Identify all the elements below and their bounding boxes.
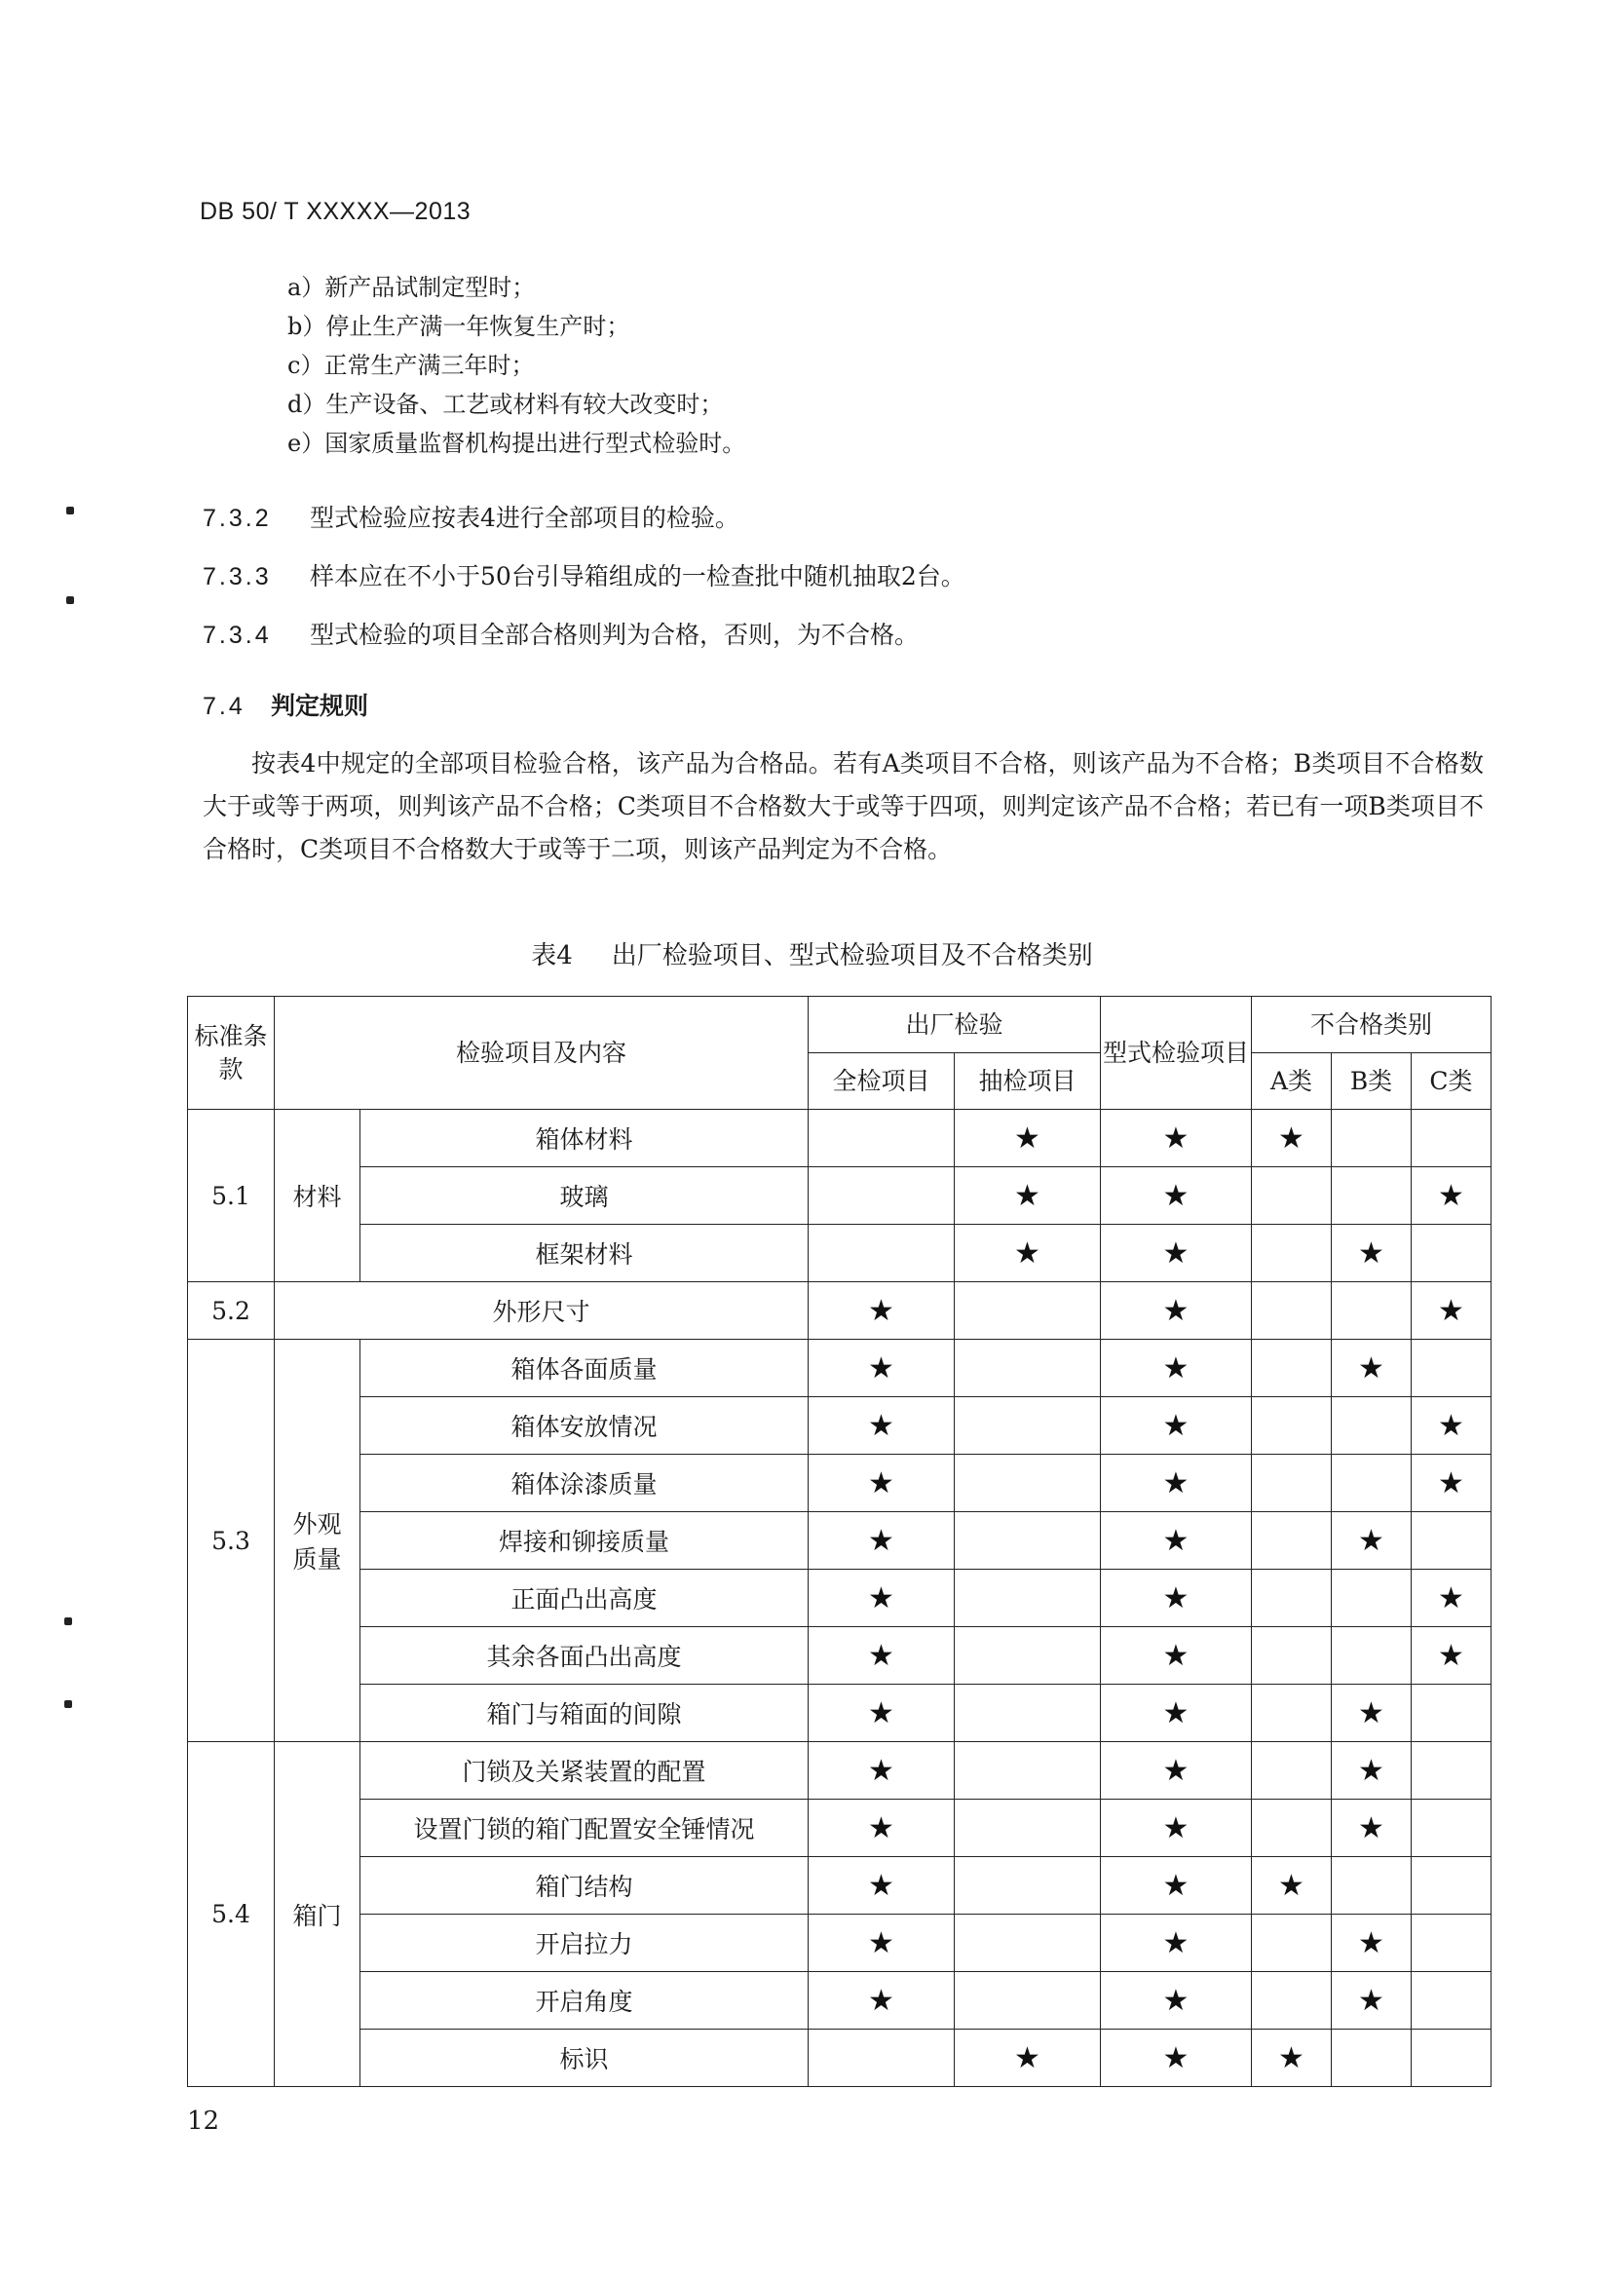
category-a-cell bbox=[1252, 1570, 1332, 1627]
table-row bbox=[188, 1225, 1492, 1282]
sample-inspection-cell bbox=[955, 1110, 1101, 1167]
type-inspection-cell bbox=[1101, 1397, 1252, 1455]
list-item: d）生产设备、工艺或材料有较大改变时； bbox=[287, 391, 724, 418]
category-c-cell bbox=[1412, 1340, 1492, 1397]
category-b-cell bbox=[1332, 1110, 1412, 1167]
star-mark: ★ bbox=[1162, 1350, 1190, 1386]
list-item: a）新产品试制定型时； bbox=[287, 274, 536, 301]
star-mark: ★ bbox=[1358, 1523, 1384, 1558]
category-b-cell bbox=[1332, 1397, 1412, 1455]
scan-mark bbox=[66, 507, 74, 514]
type-inspection-cell bbox=[1101, 1167, 1252, 1225]
star-mark: ★ bbox=[1162, 1121, 1190, 1156]
star-mark: ★ bbox=[868, 1925, 894, 1960]
judgement-rules-paragraph: 按表4中规定的全部项目检验合格，该产品为合格品。若有A类项目不合格，则该产品为不合格；B类项目不合格数大于或等于两项，则判该产品不合格；C类项目不合格数大于或等于四项，则判定该产品不合格；若已有一项B类项目不合格时，C类项目不合格数大于或等于二项，则该产品判定为不合格。 bbox=[203, 749, 1484, 863]
item-cell: 其余各面凸出高度 bbox=[360, 1627, 809, 1685]
header-full-inspection: 全检项目 bbox=[809, 1053, 955, 1110]
item-cell: 焊接和铆接质量 bbox=[360, 1512, 809, 1570]
star-mark: ★ bbox=[1162, 1178, 1190, 1213]
item-cell: 标识 bbox=[360, 2030, 809, 2087]
category-b-cell bbox=[1332, 1512, 1412, 1570]
clause-cell: 5.3 bbox=[188, 1340, 275, 1742]
star-mark: ★ bbox=[868, 1580, 894, 1615]
header-category-b: B类 bbox=[1332, 1053, 1412, 1110]
clause-cell: 5.4 bbox=[188, 1742, 275, 2087]
star-mark: ★ bbox=[1358, 1810, 1384, 1845]
table-row bbox=[188, 1455, 1492, 1512]
item-cell: 箱体涂漆质量 bbox=[360, 1455, 809, 1512]
clause-number: 7.3.2 bbox=[203, 505, 272, 532]
star-mark: ★ bbox=[868, 1868, 894, 1903]
star-mark: ★ bbox=[868, 1408, 894, 1443]
category-a-cell bbox=[1252, 1340, 1332, 1397]
category-c-cell bbox=[1412, 1512, 1492, 1570]
list-item: e）国家质量监督机构提出进行型式检验时。 bbox=[287, 430, 746, 457]
star-mark: ★ bbox=[1358, 1983, 1384, 2018]
inspection-table bbox=[187, 996, 1492, 2087]
clause-number: 7.3.3 bbox=[203, 563, 272, 590]
table-row bbox=[188, 1972, 1492, 2030]
section-number: 7.4 bbox=[203, 693, 245, 720]
star-mark: ★ bbox=[1162, 2040, 1190, 2075]
item-cell: 开启拉力 bbox=[360, 1915, 809, 1972]
section-heading bbox=[203, 687, 368, 722]
full-inspection-cell bbox=[809, 1397, 955, 1455]
item-cell: 玻璃 bbox=[360, 1167, 809, 1225]
star-mark: ★ bbox=[1438, 1465, 1464, 1500]
category-a-cell bbox=[1252, 1512, 1332, 1570]
sample-inspection-cell bbox=[955, 1167, 1101, 1225]
page-number: 12 bbox=[187, 2107, 220, 2136]
category-b-cell bbox=[1332, 2030, 1412, 2087]
clause-cell: 5.1 bbox=[188, 1110, 275, 1282]
item-cell: 箱门结构 bbox=[360, 1857, 809, 1915]
star-mark: ★ bbox=[868, 1465, 894, 1500]
sample-inspection-cell bbox=[955, 1282, 1101, 1340]
star-mark: ★ bbox=[1438, 1580, 1464, 1615]
category-b-cell bbox=[1332, 1742, 1412, 1800]
item-cell: 开启角度 bbox=[360, 1972, 809, 2030]
sample-inspection-cell bbox=[955, 1857, 1101, 1915]
type-inspection-cell bbox=[1101, 1627, 1252, 1685]
type-inspection-cell bbox=[1101, 1742, 1252, 1800]
full-inspection-cell bbox=[809, 1455, 955, 1512]
category-a-cell bbox=[1252, 1857, 1332, 1915]
clause-text: 型式检验的项目全部合格则判为合格，否则，为不合格。 bbox=[310, 621, 920, 649]
category-a-cell bbox=[1252, 1685, 1332, 1742]
item-cell: 设置门锁的箱门配置安全锤情况 bbox=[360, 1800, 809, 1857]
category-a-cell bbox=[1252, 1800, 1332, 1857]
sample-inspection-cell bbox=[955, 1915, 1101, 1972]
scan-mark bbox=[64, 1617, 72, 1625]
star-mark: ★ bbox=[1162, 1293, 1190, 1328]
star-mark: ★ bbox=[1162, 1810, 1190, 1845]
category-c-cell bbox=[1412, 1397, 1492, 1455]
scan-mark bbox=[66, 596, 74, 604]
category-b-cell bbox=[1332, 1167, 1412, 1225]
star-mark: ★ bbox=[1162, 1580, 1190, 1615]
category-c-cell bbox=[1412, 1915, 1492, 1972]
category-b-cell bbox=[1332, 1972, 1412, 2030]
header-category-c: C类 bbox=[1412, 1053, 1492, 1110]
type-inspection-cell bbox=[1101, 1857, 1252, 1915]
category-b-cell bbox=[1332, 1857, 1412, 1915]
category-c-cell bbox=[1412, 1627, 1492, 1685]
item-cell: 门锁及关紧装置的配置 bbox=[360, 1742, 809, 1800]
table-row bbox=[188, 2030, 1492, 2087]
category-b-cell bbox=[1332, 1340, 1412, 1397]
clause-7-3-4 bbox=[203, 616, 919, 655]
star-mark: ★ bbox=[1438, 1293, 1464, 1328]
star-mark: ★ bbox=[1278, 2040, 1304, 2075]
star-mark: ★ bbox=[868, 1753, 894, 1788]
table-row bbox=[188, 1742, 1492, 1800]
category-b-cell bbox=[1332, 1225, 1412, 1282]
table-row bbox=[188, 1627, 1492, 1685]
type-inspection-cell bbox=[1101, 1972, 1252, 2030]
category-c-cell bbox=[1412, 1800, 1492, 1857]
full-inspection-cell bbox=[809, 1570, 955, 1627]
header-factory-inspection: 出厂检验 bbox=[809, 997, 1101, 1053]
category-c-cell bbox=[1412, 1455, 1492, 1512]
category-b-cell bbox=[1332, 1570, 1412, 1627]
category-b-cell bbox=[1332, 1685, 1412, 1742]
item-cell: 箱体材料 bbox=[360, 1110, 809, 1167]
group-cell: 材料 bbox=[275, 1110, 360, 1282]
category-c-cell bbox=[1412, 1225, 1492, 1282]
category-c-cell bbox=[1412, 2030, 1492, 2087]
star-mark: ★ bbox=[1162, 1523, 1190, 1558]
star-mark: ★ bbox=[1162, 1465, 1190, 1500]
sample-inspection-cell bbox=[955, 1800, 1101, 1857]
star-mark: ★ bbox=[1162, 1925, 1190, 1960]
clause-7-3-3 bbox=[203, 557, 965, 596]
sample-inspection-cell bbox=[955, 1627, 1101, 1685]
group-cell: 外观质量 bbox=[275, 1340, 360, 1742]
category-c-cell bbox=[1412, 1972, 1492, 2030]
full-inspection-cell bbox=[809, 1857, 955, 1915]
type-inspection-cell bbox=[1101, 1570, 1252, 1627]
category-c-cell bbox=[1412, 1167, 1492, 1225]
star-mark: ★ bbox=[1278, 1868, 1304, 1903]
type-inspection-cell bbox=[1101, 1800, 1252, 1857]
full-inspection-cell bbox=[809, 1685, 955, 1742]
category-c-cell bbox=[1412, 1110, 1492, 1167]
full-inspection-cell bbox=[809, 1512, 955, 1570]
table-row bbox=[188, 1800, 1492, 1857]
full-inspection-cell bbox=[809, 1225, 955, 1282]
sample-inspection-cell bbox=[955, 1512, 1101, 1570]
list-item: b）停止生产满一年恢复生产时； bbox=[287, 313, 630, 340]
category-a-cell bbox=[1252, 1915, 1332, 1972]
table-row bbox=[188, 1340, 1492, 1397]
sample-inspection-cell bbox=[955, 1397, 1101, 1455]
star-mark: ★ bbox=[1358, 1695, 1384, 1730]
sample-inspection-cell bbox=[955, 1742, 1101, 1800]
category-c-cell bbox=[1412, 1570, 1492, 1627]
star-mark: ★ bbox=[868, 1638, 894, 1673]
table-row bbox=[188, 1915, 1492, 1972]
type-inspection-cell bbox=[1101, 1282, 1252, 1340]
item-cell: 箱体安放情况 bbox=[360, 1397, 809, 1455]
category-c-cell bbox=[1412, 1685, 1492, 1742]
star-mark: ★ bbox=[1358, 1235, 1384, 1271]
sample-inspection-cell bbox=[955, 2030, 1101, 2087]
full-inspection-cell bbox=[809, 1972, 955, 2030]
table-row bbox=[188, 1167, 1492, 1225]
clause-text: 样本应在不小于50台引导箱组成的一检查批中随机抽取2台。 bbox=[310, 562, 965, 590]
header-sample-inspection: 抽检项目 bbox=[955, 1053, 1101, 1110]
star-mark: ★ bbox=[1014, 2040, 1040, 2075]
star-mark: ★ bbox=[1358, 1925, 1384, 1960]
star-mark: ★ bbox=[868, 1810, 894, 1845]
sample-inspection-cell bbox=[955, 1455, 1101, 1512]
type-inspection-cell bbox=[1101, 1225, 1252, 1282]
item-cell: 箱门与箱面的间隙 bbox=[360, 1685, 809, 1742]
star-mark: ★ bbox=[1162, 1868, 1190, 1903]
full-inspection-cell bbox=[809, 1282, 955, 1340]
full-inspection-cell bbox=[809, 1340, 955, 1397]
category-a-cell bbox=[1252, 1225, 1332, 1282]
star-mark: ★ bbox=[1014, 1121, 1040, 1156]
header-clause: 标准条款 bbox=[188, 997, 275, 1110]
star-mark: ★ bbox=[1278, 1121, 1304, 1156]
category-c-cell bbox=[1412, 1282, 1492, 1340]
table-row bbox=[188, 1110, 1492, 1167]
star-mark: ★ bbox=[1014, 1235, 1040, 1271]
group-cell: 箱门 bbox=[275, 1742, 360, 2087]
category-b-cell bbox=[1332, 1282, 1412, 1340]
full-inspection-cell bbox=[809, 1627, 955, 1685]
scan-mark bbox=[64, 1700, 72, 1708]
star-mark: ★ bbox=[1438, 1178, 1464, 1213]
full-inspection-cell bbox=[809, 2030, 955, 2087]
category-b-cell bbox=[1332, 1915, 1412, 1972]
star-mark: ★ bbox=[868, 1695, 894, 1730]
clause-7-3-2 bbox=[203, 499, 739, 538]
item-cell: 框架材料 bbox=[360, 1225, 809, 1282]
star-mark: ★ bbox=[1014, 1178, 1040, 1213]
type-inspection-cell bbox=[1101, 1340, 1252, 1397]
type-inspection-cell bbox=[1101, 2030, 1252, 2087]
category-a-cell bbox=[1252, 1282, 1332, 1340]
table-row bbox=[188, 1857, 1492, 1915]
header-nonconformity-category: 不合格类别 bbox=[1252, 997, 1492, 1053]
category-a-cell bbox=[1252, 1397, 1332, 1455]
table-row bbox=[188, 1282, 1492, 1340]
category-a-cell bbox=[1252, 1167, 1332, 1225]
star-mark: ★ bbox=[868, 1293, 894, 1328]
item-cell: 正面凸出高度 bbox=[360, 1570, 809, 1627]
type-inspection-cell bbox=[1101, 1455, 1252, 1512]
star-mark: ★ bbox=[868, 1983, 894, 2018]
condition-list bbox=[287, 268, 745, 463]
sample-inspection-cell bbox=[955, 1972, 1101, 2030]
list-item: c）正常生产满三年时； bbox=[287, 352, 535, 379]
type-inspection-cell bbox=[1101, 1915, 1252, 1972]
item-cell: 箱体各面质量 bbox=[360, 1340, 809, 1397]
star-mark: ★ bbox=[1162, 1695, 1190, 1730]
star-mark: ★ bbox=[1162, 1235, 1190, 1271]
clause-number: 7.3.4 bbox=[203, 622, 272, 649]
header-item: 检验项目及内容 bbox=[275, 997, 809, 1110]
star-mark: ★ bbox=[1438, 1638, 1464, 1673]
full-inspection-cell bbox=[809, 1800, 955, 1857]
full-inspection-cell bbox=[809, 1110, 955, 1167]
header-category-a: A类 bbox=[1252, 1053, 1332, 1110]
star-mark: ★ bbox=[868, 1523, 894, 1558]
star-mark: ★ bbox=[1162, 1638, 1190, 1673]
star-mark: ★ bbox=[1358, 1350, 1384, 1386]
table-row bbox=[188, 1685, 1492, 1742]
sample-inspection-cell bbox=[955, 1570, 1101, 1627]
type-inspection-cell bbox=[1101, 1685, 1252, 1742]
table-number: 表4 bbox=[531, 941, 573, 970]
sample-inspection-cell bbox=[955, 1685, 1101, 1742]
category-a-cell bbox=[1252, 1110, 1332, 1167]
category-a-cell bbox=[1252, 1742, 1332, 1800]
category-b-cell bbox=[1332, 1800, 1412, 1857]
category-b-cell bbox=[1332, 1627, 1412, 1685]
category-c-cell bbox=[1412, 1742, 1492, 1800]
sample-inspection-cell bbox=[955, 1225, 1101, 1282]
table-row bbox=[188, 1397, 1492, 1455]
category-a-cell bbox=[1252, 1455, 1332, 1512]
clause-text: 型式检验应按表4进行全部项目的检验。 bbox=[310, 504, 739, 532]
section-title: 判定规则 bbox=[271, 693, 369, 720]
table-row bbox=[188, 1512, 1492, 1570]
star-mark: ★ bbox=[1358, 1753, 1384, 1788]
category-c-cell bbox=[1412, 1857, 1492, 1915]
full-inspection-cell bbox=[809, 1167, 955, 1225]
star-mark: ★ bbox=[1162, 1983, 1190, 2018]
document-code: DB 50/ T XXXXX—2013 bbox=[200, 198, 472, 225]
type-inspection-cell bbox=[1101, 1512, 1252, 1570]
star-mark: ★ bbox=[1162, 1753, 1190, 1788]
full-inspection-cell bbox=[809, 1742, 955, 1800]
item-cell: 外形尺寸 bbox=[275, 1282, 809, 1340]
star-mark: ★ bbox=[1162, 1408, 1190, 1443]
category-a-cell bbox=[1252, 1627, 1332, 1685]
full-inspection-cell bbox=[809, 1915, 955, 1972]
table-title: 出厂检验项目、型式检验项目及不合格类别 bbox=[611, 941, 1093, 970]
table-caption bbox=[0, 935, 1624, 971]
header-type-inspection: 型式检验项目 bbox=[1101, 997, 1252, 1110]
sample-inspection-cell bbox=[955, 1340, 1101, 1397]
type-inspection-cell bbox=[1101, 1110, 1252, 1167]
category-b-cell bbox=[1332, 1455, 1412, 1512]
star-mark: ★ bbox=[1438, 1408, 1464, 1443]
table-row bbox=[188, 1570, 1492, 1627]
clause-cell: 5.2 bbox=[188, 1282, 275, 1340]
category-a-cell bbox=[1252, 2030, 1332, 2087]
star-mark: ★ bbox=[868, 1350, 894, 1386]
category-a-cell bbox=[1252, 1972, 1332, 2030]
